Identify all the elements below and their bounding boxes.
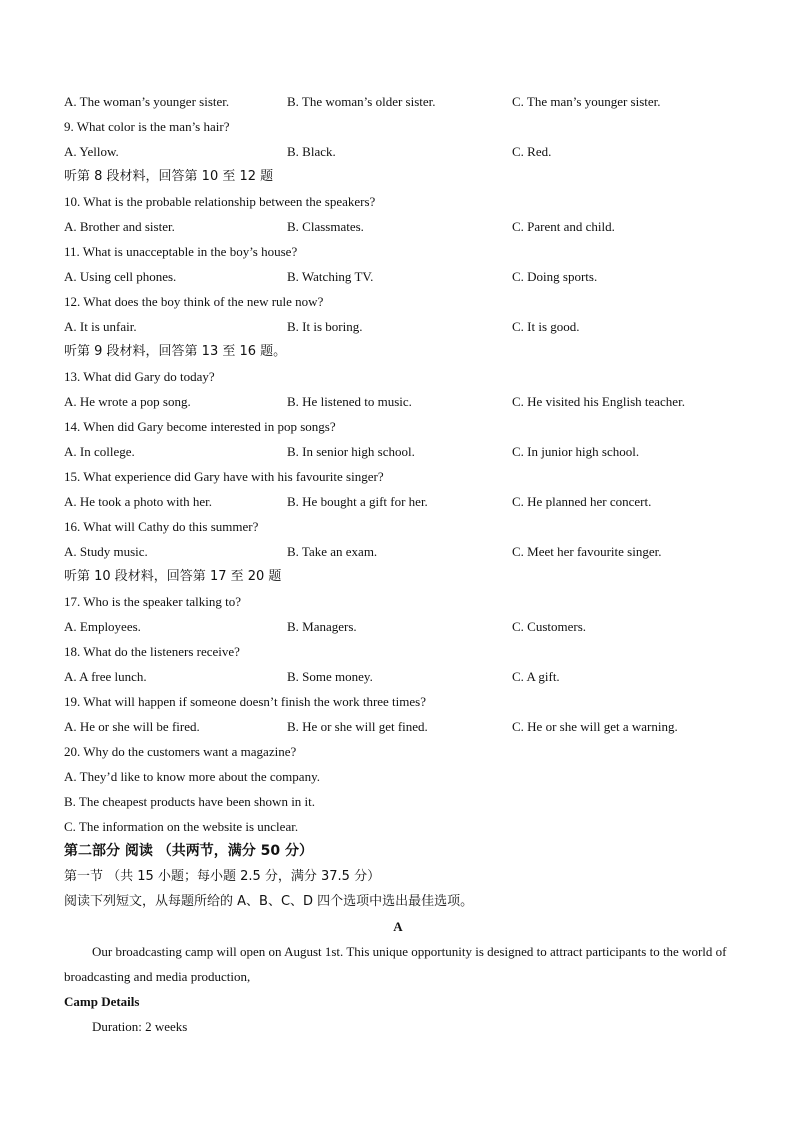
option-b: B. He bought a gift for her. (287, 494, 428, 509)
q18-options (64, 664, 732, 689)
q19-options (64, 714, 732, 739)
question-10: 10. What is the probable relationship between the speakers? (64, 194, 376, 209)
option-c: C. In junior high school. (512, 444, 640, 459)
q11-options (64, 264, 732, 289)
q17-options (64, 614, 732, 639)
option-a: A. The woman’s younger sister. (64, 94, 230, 109)
page-content (64, 89, 732, 1039)
section-1-title: 第一节 （共 15 小题；每小题 2.5 分，满分 37.5 分） (64, 869, 381, 884)
camp-duration: Duration: 2 weeks (92, 1019, 188, 1034)
option-b: B. The woman’s older sister. (287, 94, 436, 109)
q16-options (64, 539, 732, 564)
option-c: C. The man’s younger sister. (512, 94, 661, 109)
option-a: A. It is unfair. (64, 319, 137, 334)
question-15: 15. What experience did Gary have with his favourite singer? (64, 469, 384, 484)
option-b: B. It is boring. (287, 319, 363, 334)
option-a: A. Employees. (64, 619, 141, 634)
q12-options (64, 314, 732, 339)
question-13: 13. What did Gary do today? (64, 369, 215, 384)
question-9: 9. What color is the man’s hair? (64, 119, 230, 134)
part-2-title: 第二部分 阅读 （共两节，满分 50 分） (64, 843, 313, 859)
option-b: B. Managers. (287, 619, 357, 634)
option-c: C. Parent and child. (512, 219, 615, 234)
option-a: A. Using cell phones. (64, 269, 177, 284)
question-11: 11. What is unacceptable in the boy’s house? (64, 244, 298, 259)
section-10-heading: 听第 10 段材料，回答第 17 至 20 题 (64, 569, 282, 584)
question-19: 19. What will happen if someone doesn’t finish the work three times? (64, 694, 426, 709)
q9-options (64, 139, 732, 164)
option-b: B. Some money. (287, 669, 373, 684)
q20-option-c: C. The information on the website is unclear. (64, 819, 299, 834)
q20-option-a: A. They’d like to know more about the company. (64, 769, 320, 784)
option-a: A. Brother and sister. (64, 219, 175, 234)
option-a: A. He took a photo with her. (64, 494, 213, 509)
option-a: A. Study music. (64, 544, 148, 559)
option-b: B. Classmates. (287, 219, 364, 234)
option-c: C. Doing sports. (512, 269, 598, 284)
option-c: C. It is good. (512, 319, 580, 334)
option-b: B. Black. (287, 144, 336, 159)
question-12: 12. What does the boy think of the new rule now? (64, 294, 324, 309)
section-9-heading: 听第 9 段材料，回答第 13 至 16 题。 (64, 344, 287, 359)
option-b: B. He or she will get fined. (287, 719, 428, 734)
option-b: B. Take an exam. (287, 544, 378, 559)
option-a: A. He wrote a pop song. (64, 394, 191, 409)
option-c: C. He or she will get a warning. (512, 719, 678, 734)
option-c: C. Red. (512, 144, 552, 159)
question-16: 16. What will Cathy do this summer? (64, 519, 259, 534)
option-b: B. He listened to music. (287, 394, 412, 409)
q10-options (64, 214, 732, 239)
option-b: B. In senior high school. (287, 444, 415, 459)
question-14: 14. When did Gary become interested in pop songs? (64, 419, 336, 434)
question-18: 18. What do the listeners receive? (64, 644, 240, 659)
option-b: B. Watching TV. (287, 269, 374, 284)
passage-letter: A (393, 919, 403, 934)
option-c: C. A gift. (512, 669, 560, 684)
option-a: A. In college. (64, 444, 135, 459)
section-8-heading: 听第 8 段材料，回答第 10 至 12 题 (64, 169, 274, 184)
q20-option-b: B. The cheapest products have been shown in it. (64, 794, 316, 809)
passage-paragraph: Our broadcasting camp will open on August 1st. This unique opportunity is designed to attract participants to the world of broadcasting and media production, (64, 944, 727, 984)
camp-details-title: Camp Details (64, 994, 140, 1009)
reading-instruction: 阅读下列短文，从每题所给的 A、B、C、D 四个选项中选出最佳选项。 (64, 894, 474, 909)
option-c: C. Meet her favourite singer. (512, 544, 662, 559)
question-20: 20. Why do the customers want a magazine? (64, 744, 297, 759)
q14-options (64, 439, 732, 464)
option-a: A. He or she will be fired. (64, 719, 200, 734)
question-17: 17. Who is the speaker talking to? (64, 594, 242, 609)
option-a: A. A free lunch. (64, 669, 147, 684)
option-c: C. He visited his English teacher. (512, 394, 685, 409)
option-c: C. Customers. (512, 619, 587, 634)
q8-options (64, 89, 732, 114)
option-a: A. Yellow. (64, 144, 119, 159)
option-c: C. He planned her concert. (512, 494, 652, 509)
q15-options (64, 489, 732, 514)
q13-options (64, 389, 732, 414)
